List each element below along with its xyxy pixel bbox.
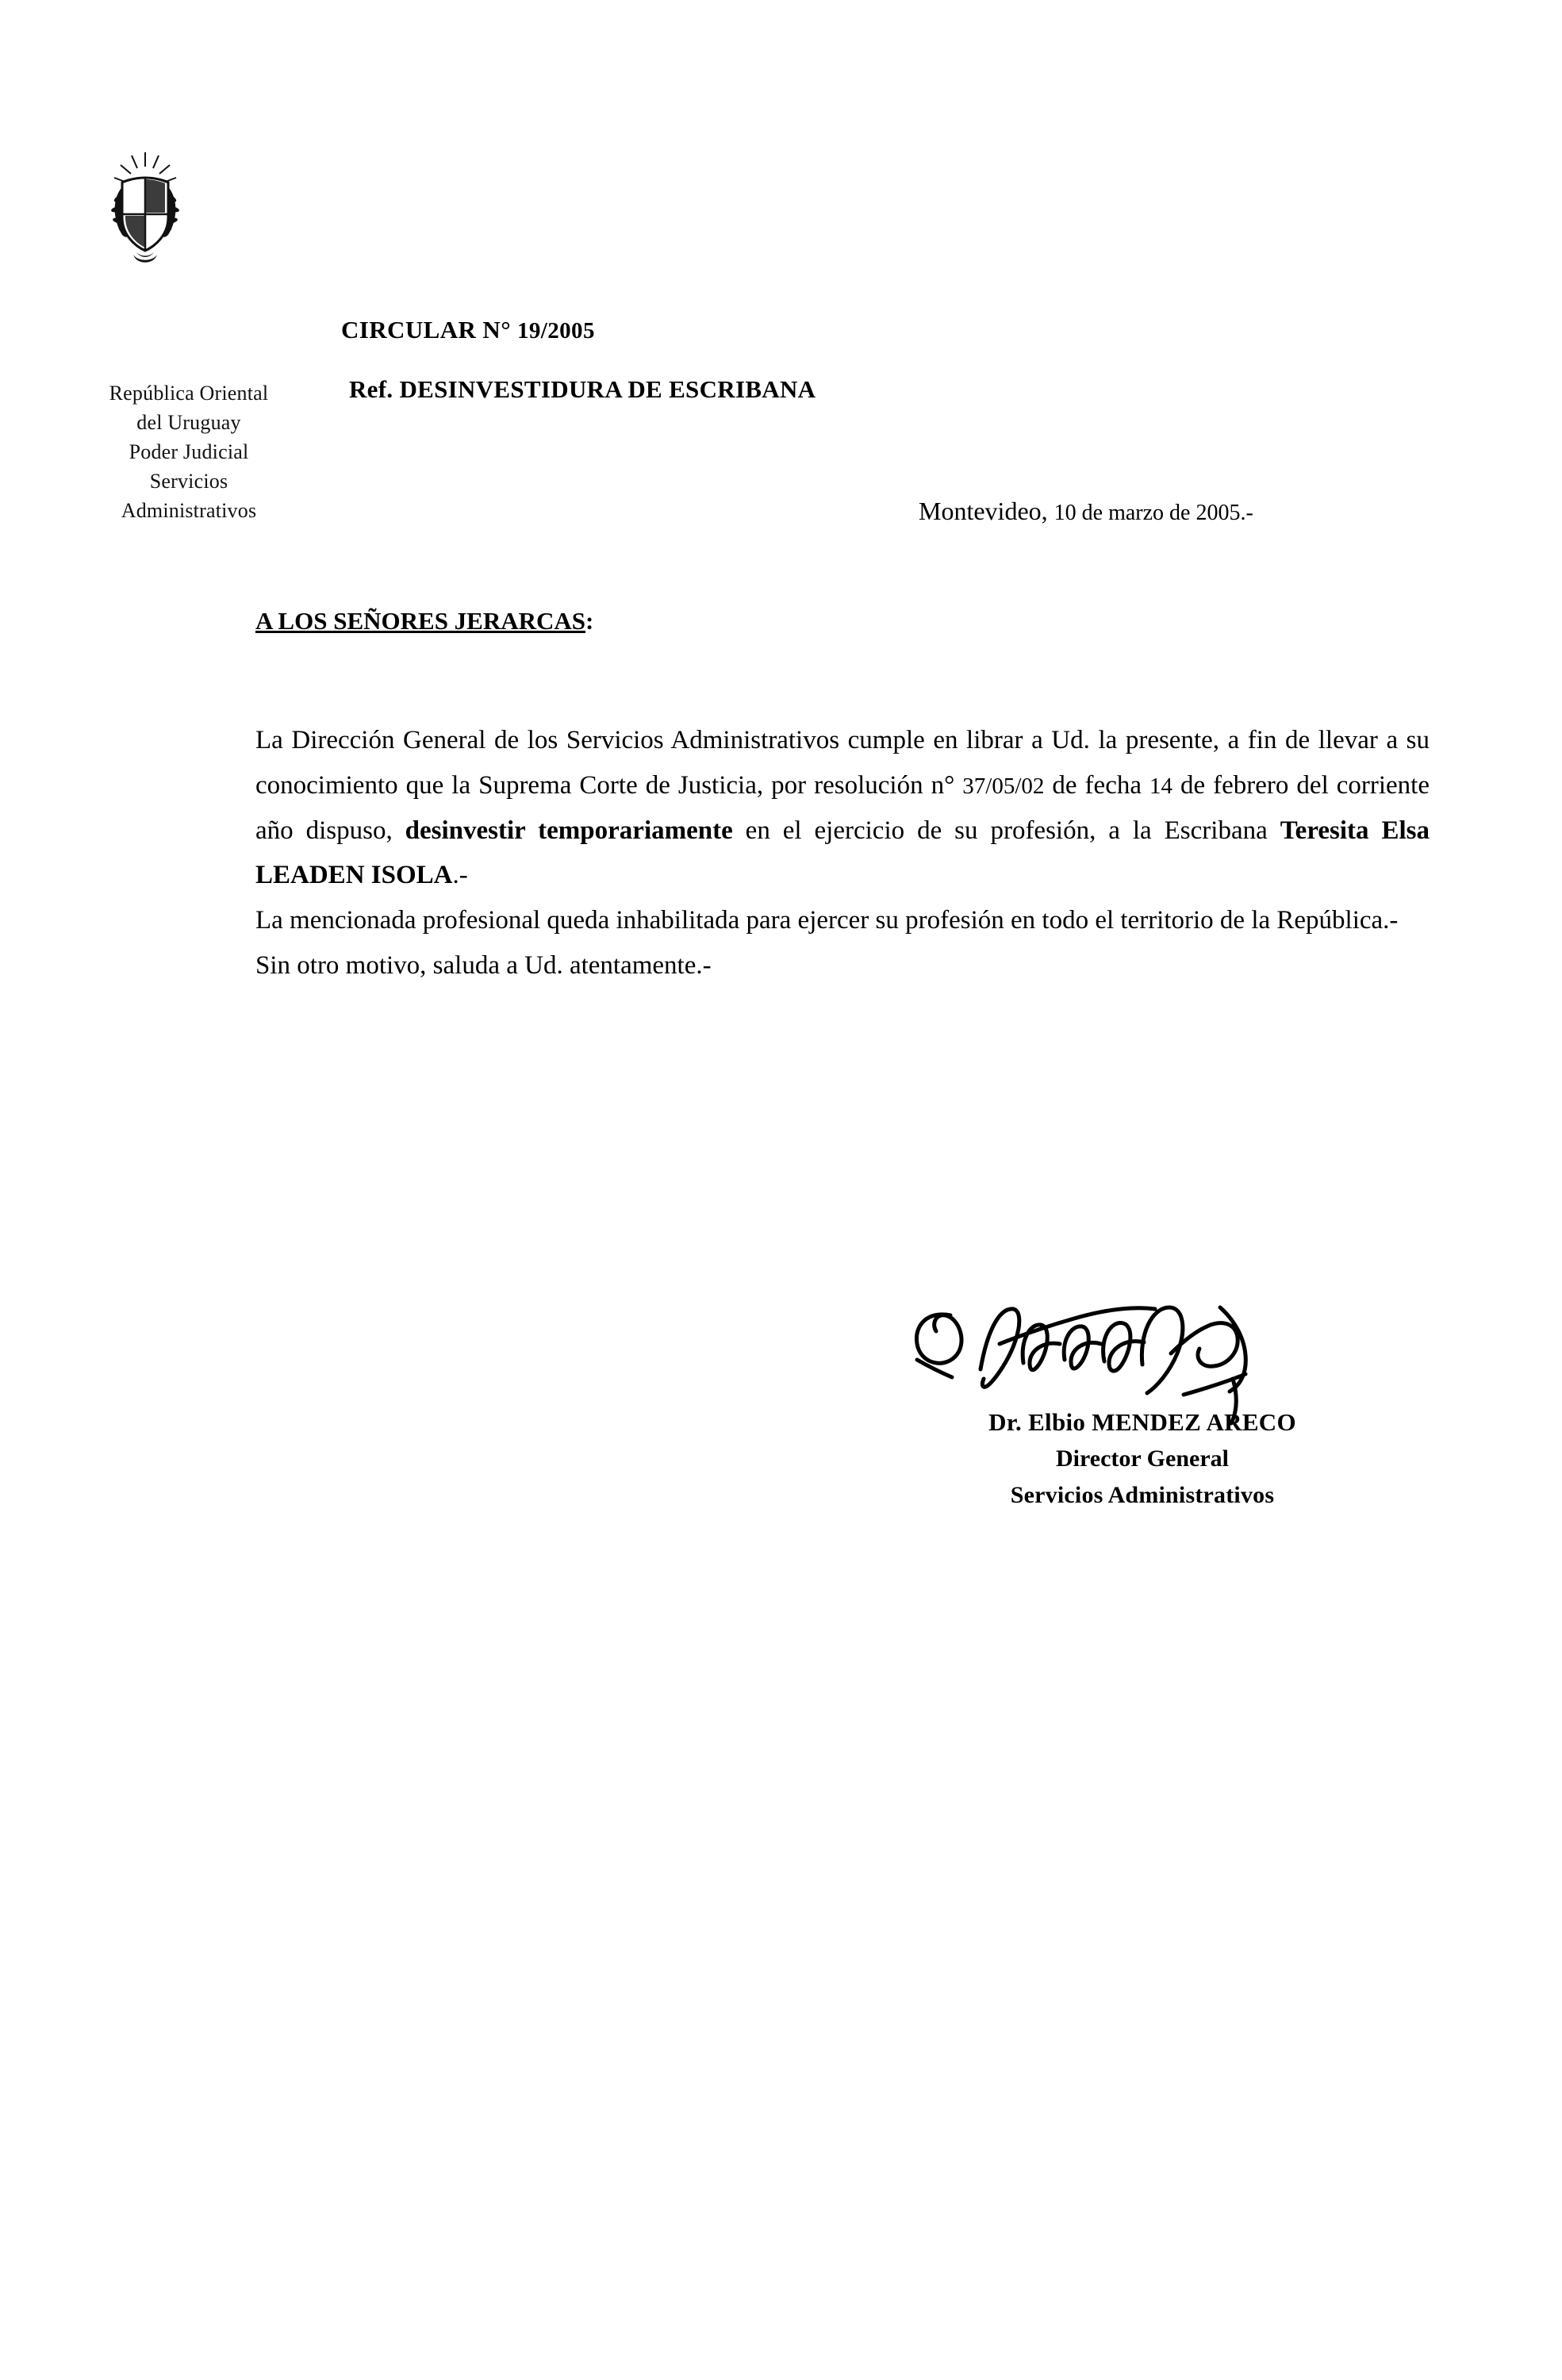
place-date — [919, 497, 1253, 526]
circular-title — [341, 316, 595, 344]
letterhead-line-1: República Oriental — [109, 382, 269, 405]
paragraph-1-emphasis: desinvestir temporariamente — [405, 816, 733, 845]
addressee — [255, 607, 593, 635]
circular-label: CIRCULAR N° — [341, 316, 511, 344]
place-date-rest: 10 de marzo de 2005.- — [1053, 501, 1253, 525]
letterhead-line-3: Poder Judicial — [129, 440, 249, 463]
place-date-city: Montevideo, — [919, 497, 1054, 525]
document-body — [255, 718, 1430, 988]
body-paragraph-3: Sin otro motivo, saluda a Ud. atentamente.- — [255, 950, 712, 980]
uruguay-coat-of-arms-icon — [102, 149, 189, 276]
signature-title: Director General — [1056, 1445, 1229, 1472]
paragraph-1-part-e: .- — [452, 861, 468, 890]
body-paragraph-2: La mencionada profesional queda inhabilitada para ejercer su profesión en todo el territorio de la República.- — [255, 906, 1399, 935]
addressee-colon: : — [585, 607, 594, 635]
signature-department: Servicios Administrativos — [1010, 1482, 1275, 1508]
circular-number: 19/2005 — [517, 318, 595, 344]
paragraph-1-part-d: en el ejercicio de su profesión, a la Escribana — [732, 816, 1280, 845]
body-paragraph-1 — [255, 718, 1430, 898]
paragraph-1-date: 14 — [1149, 773, 1172, 799]
reference-line: Ref. DESINVESTIDURA DE ESCRIBANA — [349, 375, 816, 403]
letterhead-line-4: Servicios — [149, 469, 228, 493]
letterhead-line-5: Administrativos — [121, 498, 257, 522]
signature-name: Dr. Elbio MENDEZ ARECO — [988, 1408, 1296, 1436]
addressee-underlined: A LOS SEÑORES JERARCAS — [255, 607, 586, 635]
paragraph-1-part-a: La Dirección General de los Servicios Administrativos cumple en librar a Ud. la presente, a fin de llevar a su conocimiento que la Suprema Corte de Justicia, por resolución n° — [255, 726, 1430, 800]
letterhead-line-2: del Uruguay — [136, 410, 241, 434]
paragraph-1-part-c: de febrero del corriente año dispuso, — [255, 770, 1430, 845]
paragraph-1-resolution: 37/05/02 — [962, 773, 1045, 799]
letterhead — [70, 379, 308, 526]
paragraph-1-part-b: de fecha — [1044, 770, 1149, 800]
paragraph-1-notary-name: Teresita Elsa LEADEN ISOLA — [255, 816, 1430, 890]
